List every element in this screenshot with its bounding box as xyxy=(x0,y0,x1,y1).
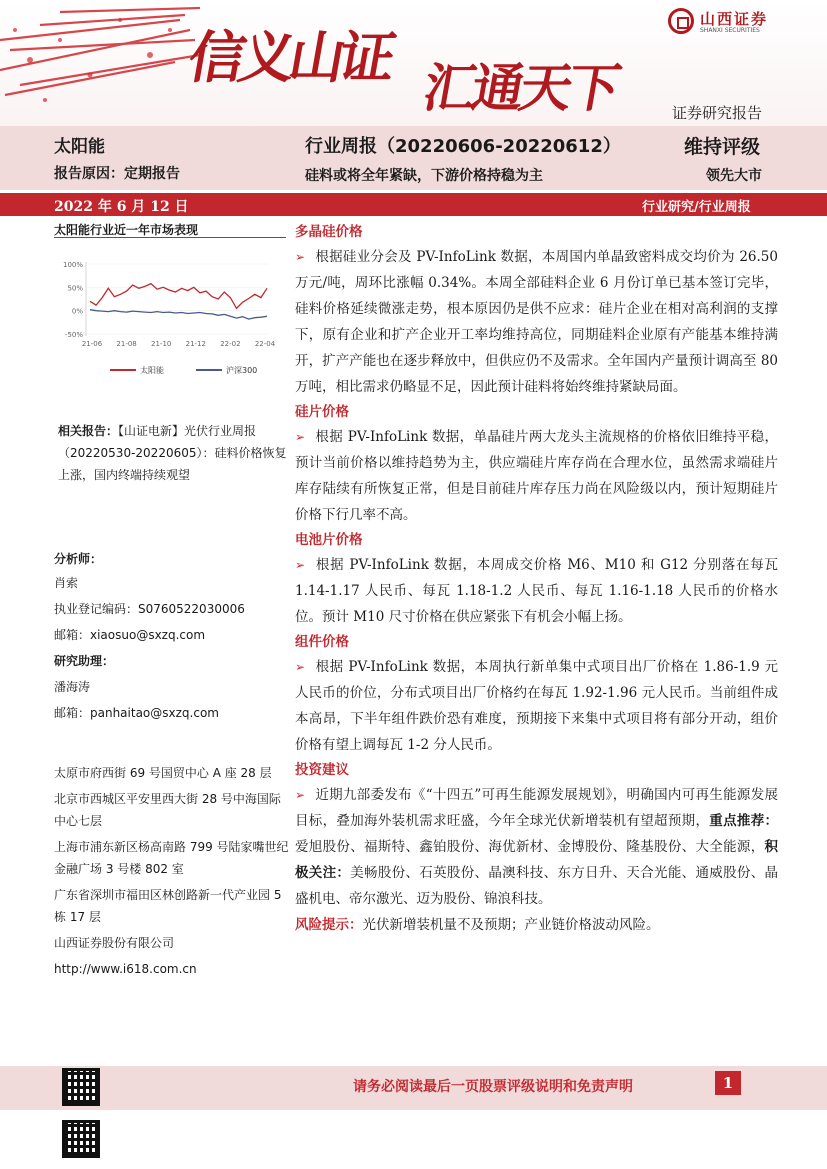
assistant-email[interactable]: 邮箱：panhaitao@sxzq.com xyxy=(54,706,219,720)
report-category: 行业研究/行业周报 xyxy=(642,200,751,215)
arrow-bullet-icon: ➢ xyxy=(295,250,306,264)
x-tick-label: 21-12 xyxy=(185,340,206,348)
report-reason: 报告原因：定期报告 xyxy=(54,166,180,182)
address-beijing: 北京市西城区平安里西大街 28 号中海国际中心七层 xyxy=(54,792,281,828)
footer-disclaimer: 请务必阅读最后一页股票评级说明和免责声明 xyxy=(353,1079,633,1095)
section-title-investment: 投资建议 xyxy=(295,762,349,778)
risk-text: 光伏新增装机量不及预期；产业链价格波动风险。 xyxy=(362,917,660,933)
chart-title: 太阳能行业近一年市场表现 xyxy=(54,223,199,237)
arrow-bullet-icon: ➢ xyxy=(295,660,306,674)
analyst-email[interactable]: 邮箱：xiaosuo@sxzq.com xyxy=(54,628,206,642)
section-title-polysilicon: 多晶硅价格 xyxy=(295,224,363,240)
address-shanghai: 上海市浦东新区杨高南路 799 号陆家嘴世纪金融广场 3 号楼 802 室 xyxy=(54,840,289,876)
section-body-wafer: ➢ 根据 PV-InfoLink 数据，单晶硅片两大龙头主流规格的价格依旧维持平稳，预计当前价格以维持趋势为主，供应端硅片库存尚在合理水位，虽然需求端硅片库存陆续有所恢复正常，但是目前硅片库存压力尚在风险级以内，预计短期硅片价格下行几率不高。 xyxy=(295,429,778,523)
risk-label: 风险提示： xyxy=(295,917,363,933)
related-text[interactable]: 【山证电新】光伏行业周报（20220530-20220605）：硅料价格恢复上涨，国内终端持续观望 xyxy=(58,424,287,482)
slogan-left: 信义山证 xyxy=(183,26,395,91)
series-line-hs300 xyxy=(90,310,267,319)
analyst-license: 执业登记编码：S0760522030006 xyxy=(54,602,245,616)
x-tick-label: 21-06 xyxy=(81,340,103,348)
label-recommend: 重点推荐： xyxy=(709,813,779,829)
analyst-name: 肖索 xyxy=(54,576,79,590)
x-tick-label: 21-10 xyxy=(151,340,172,348)
qr-code-icon[interactable] xyxy=(62,1068,100,1106)
logo-name: 山西证券 xyxy=(700,10,769,28)
arrow-bullet-icon: ➢ xyxy=(295,558,306,572)
page-number: 1 xyxy=(715,1071,741,1095)
related-label: 相关报告： xyxy=(58,424,119,438)
analyst-info xyxy=(54,548,289,730)
slogan-right: 汇通天下 xyxy=(418,59,622,119)
company-name: 山西证券股份有限公司 xyxy=(54,936,175,950)
chart-divider xyxy=(54,237,286,238)
rating-grade: 领先大市 xyxy=(706,168,762,184)
office-addresses xyxy=(54,762,289,980)
performance-chart xyxy=(54,250,286,380)
report-type: 证券研究报告 xyxy=(672,104,763,122)
address-taiyuan: 太原市府西街 69 号国贸中心 A 座 28 层 xyxy=(54,766,272,780)
y-tick-label: 50% xyxy=(67,284,83,293)
main-content xyxy=(295,220,778,938)
y-tick-label: 0% xyxy=(71,307,83,316)
section-body-investment: ➢ 近期九部委发布《“十四五”可再生能源发展规划》，明确国内可再生能源发展目标，叠加海外装机需求旺盛，今年全球光伏新增装机有望超预期，重点推荐：爱旭股份、福斯特、鑫铂股份、海优新材、金博股份、隆基股份、大全能源，积极关注：美畅股份、石英股份、晶澳科技、东方日升、天合光能、通威股份、晶盛机电、帝尔激光、迈为股份、锦浪科技。 xyxy=(295,787,779,907)
assistant-name: 潘海涛 xyxy=(54,680,91,694)
x-tick-label: 21-08 xyxy=(116,340,137,348)
y-tick-label: 100% xyxy=(62,261,83,269)
address-shenzhen: 广东省深圳市福田区林创路新一代产业园 5 栋 17 层 xyxy=(54,888,282,924)
arrow-bullet-icon: ➢ xyxy=(295,430,306,444)
section-body-cell: ➢ 根据 PV-InfoLink 数据，本周成交价格 M6、M10 和 G12 分别落在每瓦 1.14-1.17 人民币、每瓦 1.18-1.2 人民币、每瓦 1.16-1.18 人民币的价格水位。预计 M10 尺寸价格在供应紧张下有机会小幅上扬。 xyxy=(295,557,778,625)
assistant-heading: 研究助理： xyxy=(54,654,115,668)
arrow-bullet-icon: ➢ xyxy=(295,788,306,802)
report-subtitle: 硅料或将全年紧缺，下游价格持稳为主 xyxy=(305,168,543,184)
logo-icon xyxy=(668,8,694,34)
decorative-rays xyxy=(0,0,220,126)
risk-warning xyxy=(295,912,778,938)
x-tick-label: 22-04 xyxy=(254,340,276,348)
report-header xyxy=(0,0,827,126)
analyst-heading: 分析师： xyxy=(54,552,103,566)
sector-name: 太阳能 xyxy=(54,137,105,157)
section-body-module: ➢ 根据 PV-InfoLink 数据，本周执行新单集中式项目出厂价格在 1.86-1.9 元人民币的价位，分布式项目出厂价格约在每瓦 1.92-1.96 元人民币。当前组件成本高昂，下半年组件跌价恐有难度，预期接下来集中式项目将有部分开动，组价价格有望上调每瓦 1-2 分人民币。 xyxy=(295,659,778,753)
report-title: 行业周报（20220606-20220612） xyxy=(305,136,621,157)
legend-label: 太阳能 xyxy=(140,366,164,375)
section-title-cell: 电池片价格 xyxy=(295,532,363,548)
company-logo xyxy=(668,6,818,38)
section-body-polysilicon: ➢ 根据硅业分会及 PV-InfoLink 数据，本周国内单晶致密料成交均价为 26.50 万元/吨，周环比涨幅 0.34%。本周全部硅料企业 6 月份订单已基本签订完毕，硅料价格延续微涨走势，根本原因仍是供不应求：硅片企业在相对高利润的支撑下，原有企业和扩产企业开工率均维持高位，同期硅料企业原有产能基本维持满开，扩产产能也在逐步释放中，但供应仍不及需求。全年国内产量预计调高至 80 万吨，相比需求仍略显不足，因此预计硅料将始终维持紧缺局面。 xyxy=(295,249,778,395)
qr-code-icon[interactable] xyxy=(62,1120,100,1158)
company-website[interactable]: http://www.i618.com.cn xyxy=(54,962,197,976)
rating: 维持评级 xyxy=(684,136,761,158)
section-title-module: 组件价格 xyxy=(295,634,349,650)
x-tick-label: 22-02 xyxy=(220,340,241,348)
logo-english: SHANXI SECURITIES xyxy=(700,27,760,34)
section-title-wafer: 硅片价格 xyxy=(295,404,349,420)
report-date: 2022 年 6 月 12 日 xyxy=(54,199,189,215)
label-watch: 积极关注： xyxy=(295,839,778,881)
y-tick-label: -50% xyxy=(64,331,83,339)
legend-label: 沪深300 xyxy=(226,366,258,375)
related-report xyxy=(58,420,288,486)
